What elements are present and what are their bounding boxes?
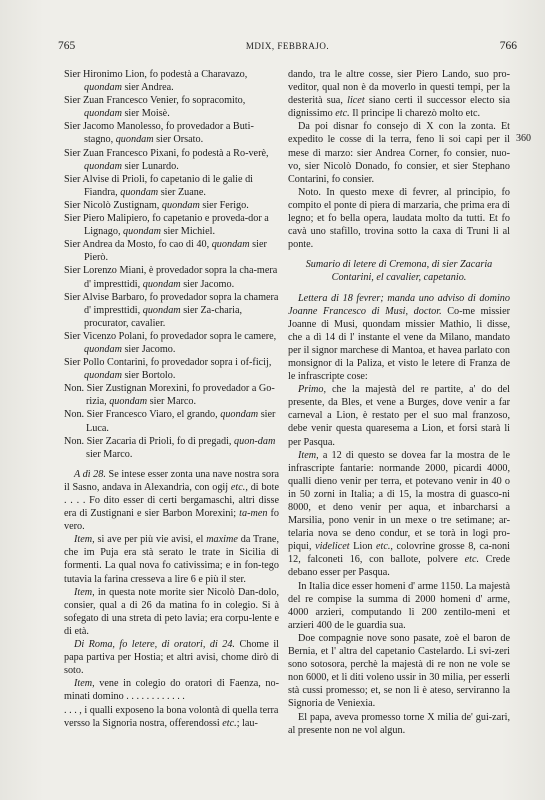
paragraph: . . . , i qualli exposeno la bona volontà di quella terra versso la Signoria nostra, offerendossi etc.; lau- (64, 704, 279, 729)
running-title: MDIX, FEBBRAJO. (245, 41, 330, 51)
paragraph: Item, a 12 di questo se dovea far la mostra de le infrascripte fantarie: normande 2000, picardi 4000, qualli dieno venir per terra, et potevano venir in 40 o in 50 zorni in Italia; a di 15, la mostra di guasco-ni 8000, et deno venir per aqua, et inbarcharsi a Marsilia, pono venir in un mexe o tre setimane; ar-telaria nova se deno condur, et se torà in logi pro-piqui, videlicet Lion etc., colovrine grosse 8, ca-noni 12, falconeti 16, con ballote, polvere etc. Crede debano esser per Pasqua. (288, 449, 510, 579)
list-item: Sier Alvise Barbaro, fo provedador sopra la chamera d' impresttidi, quondam sier Za-charia, procurator, cavalier. (64, 291, 279, 329)
paragraph: Item, in questa note morite sier Nicolò Dan-dolo, consier, qual a di 26 da matina fo in colegio. Si à sofegato di una streta di peto lavia; era corpu-lente e di età. (64, 586, 279, 637)
page-number-right: 766 (499, 40, 517, 52)
paragraph: In Italia dice esser homeni d' arme 1150. La majestà del re compise la summa di 2000 homeni d' arme, 4000 arzieri, computando li 200 zentilo-meni et arzieri 400 de le guardia sua. (288, 580, 510, 631)
page-number-left: 765 (58, 40, 76, 52)
paragraph: Doe compagnie nove sono pasate, zoè el baron de Bernia, et l' altra del capetanio Castelardo. Li svi-zeri sono sotosora, perchè la majestà di re non ne vole se non 6000, et li diti voleno ussir in 30 milia, per esserli stà cussi promesso; et, se non li è ateso, serviranno la Signoria de Veniexia. (288, 632, 510, 710)
left-column (64, 68, 279, 730)
list-item-non: Non. Sier Zacaria di Prioli, fo di pregadi, quon-dam sier Marco. (64, 435, 276, 460)
paragraph: Primo, che la majestà del re partite, a' do del presente, da Bles, et vene a Burges, dove venir a far carneval a Lion, è restato per el suo mal franzoso, debe venir questa quaresema a Lion, et forsi starà li per Pasqua. (288, 384, 510, 448)
paragraph: A dì 28. Se intese esser zonta una nave nostra sora il Sasno, andava in Alexandria, con ogij etc., di bote . . . . Fo dito esser di certi bergamaschi, altri disse era di Zustignani e sier Barbon Morexini; ta-men fo vero. (64, 468, 279, 533)
list-item-non: Non. Sier Zustignan Morexini, fo provedador a Go-rizia, quondam sier Marco. (64, 383, 275, 408)
paragraph: dando, tra le altre cosse, sier Piero Lando, suo pro-veditor, qual non è da moverlo in questi tempi, per la desterità sua, licet siano certi il successor electo sia dignissimo etc. Il principe li charezò molto etc. (288, 69, 510, 120)
margin-note: 360 (516, 133, 531, 144)
election-list (64, 68, 279, 461)
list-item: Sier Nicolò Zustignam, quondam sier Ferigo. (64, 199, 249, 211)
paragraph: El papa, aveva promesso torne X milia de' gui-zari, al presente non ne vol algun. (288, 711, 510, 736)
list-item: Sier Piero Malipiero, fo capetanio e proveda-dor a Lignago, quondam sier Michiel. (64, 213, 269, 238)
paragraph: Di Roma, fo letere, di oratori, di 24. Chome il papa partiva per Hostia; et altri avisi, chome dirò di soto. (64, 639, 279, 677)
list-item: Sier Pollo Contarini, fo provedador sopra i of-ficij, quondam sier Bortolo. (64, 357, 272, 382)
right-column (288, 68, 510, 737)
list-item: Sier Alvise di Prioli, fo capetanio di le galie di Fiandra, quondam sier Zuane. (64, 173, 253, 198)
page-header (58, 40, 517, 56)
list-item: Sier Vicenzo Polani, fo provedador sopra le camere, quondam sier Jacomo. (64, 330, 277, 355)
list-item: Sier Lorenzo Miani, è provedador sopra la cha-mera d' impresttidi, quondam sier Jacomo. (64, 265, 278, 290)
paragraph: Lettera di 18 fevrer; manda uno adviso di domino Joanne Francesco di Musi, doctor. Co-me missier Joanne di Musi, quondam missier Mathio, li disse, che a dì 14 di l' instante el vene da Milano, mandato per il signor marchese di Mantoa, et havea parlato con monsignor di la Paliza, et visto le letere di Franza de le infrascripte cose: (288, 292, 510, 383)
list-item: Sier Andrea da Mosto, fo cao di 40, quondam sier Pierò. (64, 239, 267, 264)
paragraph: Item, si ave per più vie avisi, el maxime da Trane, che im Puja era stà serato le trate in Sicilia di formenti. La qual nova fo cativissima; e in fon-tego tutavia la farina cresseva a lire 6 e più il ster. (64, 534, 279, 585)
list-item: Sier Hironimo Lion, fo podestà a Charavazo, quondam sier Andrea. (64, 69, 248, 94)
section-heading: Sumario di letere di Cremona, di sier Zacaria Contarini, el cavalier, capetanio. (305, 259, 493, 284)
paragraph: Item, vene in colegio do oratori di Faenza, no-minati domino . . . . . . . . . . . . (64, 678, 279, 703)
list-item: Sier Zuan Francesco Venier, fo sopracomito, quondam sier Moisè. (64, 95, 246, 120)
list-item: Sier Jacomo Manolesso, fo provedador a Buti-stagno, quondam sier Orsato. (64, 121, 254, 146)
paragraph: Da poi disnar fo consejo di X con la zonta. Et expedito le cosse di la terra, feno li soi capi per il mese di marzo: sier Andrea Corner, fo consier, nuo-vo, sier Nicolò Donado, fo consier, et sier Stephano Contarini, fo consier. (288, 121, 510, 185)
list-item-non: Non. Sier Francesco Viaro, el grando, quondam sier Luca. (64, 409, 276, 434)
paragraph: Noto. In questo mexe di fevrer, al principio, fo compito el ponte di piera di marzaria, che prima era di legno; et fo bella opera, laudata molto da tutti. Et fo cavà uno stafillo, trovina sotto la caxa di Truni li al ponte. (288, 186, 510, 251)
list-item: Sier Zuan Francesco Pixani, fo podestà a Ro-verè, quondam sier Lunardo. (64, 147, 269, 172)
